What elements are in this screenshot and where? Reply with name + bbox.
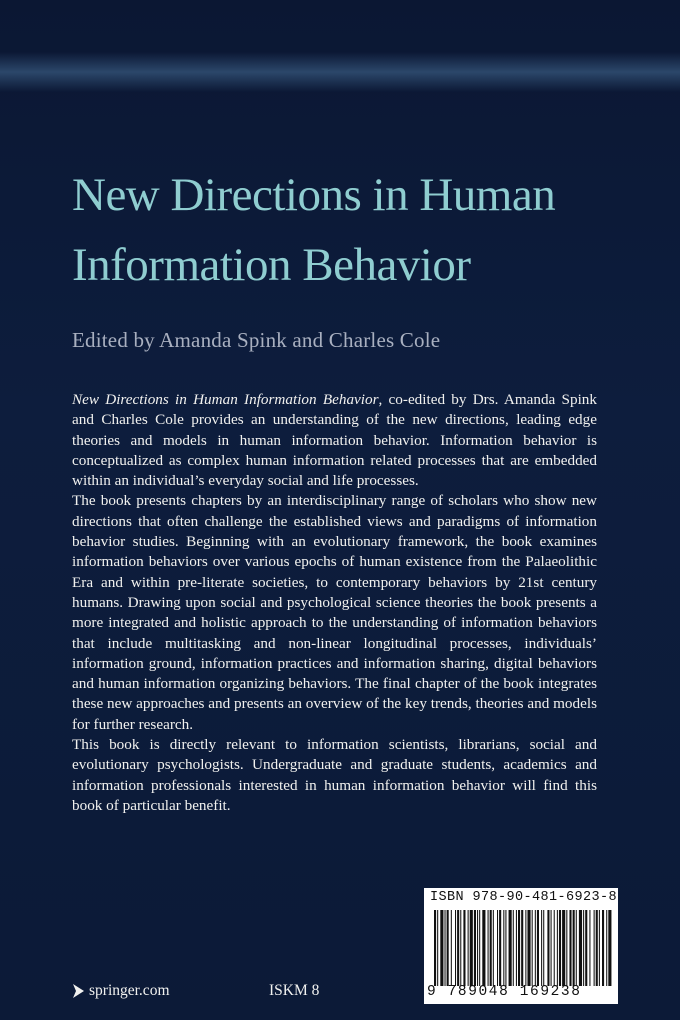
barcode-bar	[445, 910, 446, 986]
barcode-bar	[513, 910, 514, 986]
barcode-bar	[447, 910, 449, 986]
barcode-bar	[541, 910, 542, 986]
barcode-bar	[599, 910, 600, 986]
barcode-bar	[474, 910, 476, 986]
barcode-bar	[551, 910, 552, 986]
book-description	[72, 390, 597, 816]
barcode-bar	[499, 910, 501, 986]
barcode-bar	[532, 910, 533, 986]
barcode-bar	[535, 910, 536, 986]
description-paragraph-3: This book is directly relevant to information scientists, librarians, social and evolutionary psychologists. Undergraduate and graduate students, academics and information professionals interested in human information behavior will find this book of particular benefit.	[72, 736, 597, 814]
barcode-bar	[606, 910, 607, 986]
barcode-bar	[479, 910, 480, 986]
barcode-bar	[543, 910, 544, 986]
editors-line: Edited by Amanda Spink and Charles Cole	[72, 328, 441, 352]
barcode-bars	[434, 910, 612, 986]
barcode-bar	[537, 910, 539, 986]
barcode-bar	[463, 910, 465, 986]
barcode-bar	[434, 910, 436, 986]
barcode-bar	[573, 910, 575, 986]
barcode-bar	[493, 910, 494, 986]
barcode-bar	[521, 910, 523, 986]
series-label: ISKM 8	[269, 982, 320, 999]
barcode-bar	[457, 910, 459, 986]
barcode-bar	[602, 910, 604, 986]
barcode-bar	[518, 910, 520, 986]
barcode-bar	[547, 910, 549, 986]
barcode-bar	[477, 910, 478, 986]
description-paragraph-2: The book presents chapters by an interdisciplinary range of scholars who show new directions that often challenge the established views and paradigms of information behavior studies. Beginning with an evolutionary framework, the book examines information behaviors over various epochs of human existence from the Palaeolithic Era and within pre-literate societies, to contemporary behaviors by 21st century humans. Drawing upon social and psychological science theories the book presents a more integrated and holistic approach to the understanding of information behaviors that include multitasking and non-linear longitudinal processes, individuals’ information ground, information practices and information sharing, digital behaviors and human information organizing behaviors. The final chapter of the book integrates these new approaches and presents an overview of the key trends, theories and models for further research.	[72, 492, 597, 733]
barcode-bar	[516, 910, 517, 986]
description-paragraph-1	[72, 390, 597, 491]
barcode-bar	[470, 910, 473, 986]
barcode-bar	[608, 910, 611, 986]
barcode-bar	[579, 910, 582, 986]
barcode-bar	[460, 910, 461, 986]
publisher-link[interactable]	[72, 982, 170, 1000]
title-line-1: New Directions in Human	[72, 169, 556, 221]
barcode-bar	[488, 910, 489, 986]
barcode-bar	[527, 910, 530, 986]
barcode-bar	[451, 910, 452, 986]
barcode-digits: 9 789048 169238	[427, 984, 582, 1000]
description-book-title: New Directions in Human Information Behavior	[72, 391, 379, 408]
barcode-bar	[583, 910, 584, 986]
title-line-2: Information Behavior	[72, 239, 471, 291]
barcode-bar	[437, 910, 438, 986]
decorative-light-band	[0, 52, 680, 92]
barcode-bar	[505, 910, 506, 986]
barcode-bar	[554, 910, 555, 986]
barcode-bar	[566, 910, 567, 986]
isbn-barcode	[424, 888, 618, 1004]
barcode-bar	[490, 910, 492, 986]
barcode-bar	[596, 910, 598, 986]
barcode-bar	[585, 910, 587, 986]
barcode-bar	[589, 910, 590, 986]
barcode-bar	[468, 910, 469, 986]
isbn-label: ISBN 978-90-481-6923-8	[430, 890, 618, 905]
barcode-bar	[569, 910, 571, 986]
barcode-bar	[525, 910, 526, 986]
description-p1-text: , co-edited by Drs. Amanda Spink and Charles Cole provides an understanding of the new directions, leading edge theories and models in human information behavior. Information behavior is conceptualized as complex human information related processes that are embedded within an individual’s everyday social and life processes.	[72, 391, 597, 490]
barcode-bar	[562, 910, 565, 986]
barcode-bar	[455, 910, 456, 986]
barcode-bar	[497, 910, 498, 986]
springer-arrow-icon	[72, 983, 85, 999]
book-title	[72, 160, 632, 300]
barcode-bar	[509, 910, 512, 986]
barcode-bar	[440, 910, 443, 986]
barcode-bar	[557, 910, 558, 986]
publisher-url: springer.com	[89, 982, 170, 999]
barcode-bar	[576, 910, 577, 986]
barcode-bar	[503, 910, 504, 986]
barcode-bar	[594, 910, 595, 986]
barcode-bar	[482, 910, 485, 986]
barcode-bar	[559, 910, 561, 986]
